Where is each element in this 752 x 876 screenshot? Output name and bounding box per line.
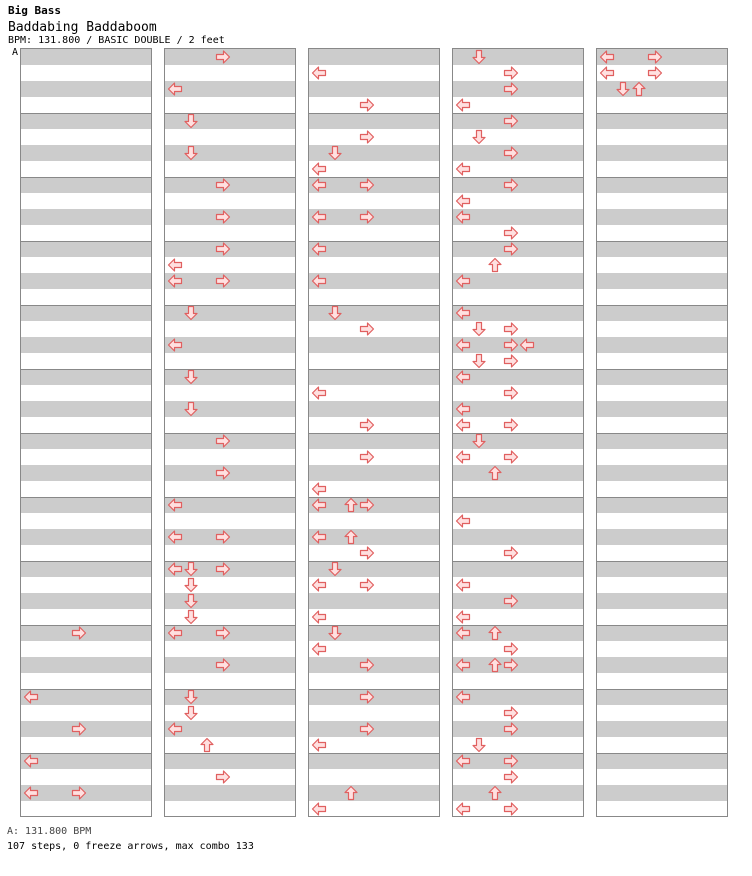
chart-column-4 (452, 48, 584, 817)
beat-band (21, 369, 151, 385)
beat-band (597, 273, 727, 289)
arrow-left-icon[interactable] (167, 529, 183, 545)
chart-info: BPM: 131.800 / BASIC DOUBLE / 2 feet (8, 35, 225, 46)
measure-line (309, 433, 439, 434)
arrow-left-icon[interactable] (455, 97, 471, 113)
beat-band (453, 209, 583, 225)
arrow-left-icon[interactable] (311, 161, 327, 177)
arrow-left-icon[interactable] (599, 65, 615, 81)
arrow-left-icon[interactable] (167, 497, 183, 513)
measure-line (597, 433, 727, 434)
beat-band (309, 49, 439, 65)
beat-band (21, 81, 151, 97)
arrow-right-icon[interactable] (359, 449, 375, 465)
beat-band (309, 337, 439, 353)
arrow-down-icon[interactable] (183, 609, 199, 625)
arrow-left-icon[interactable] (167, 721, 183, 737)
measure-line (453, 561, 583, 562)
arrow-left-icon[interactable] (455, 801, 471, 817)
arrow-down-icon[interactable] (471, 737, 487, 753)
arrow-left-icon[interactable] (311, 577, 327, 593)
arrow-right-icon[interactable] (503, 113, 519, 129)
arrow-left-icon[interactable] (455, 609, 471, 625)
beat-band (165, 81, 295, 97)
arrow-left-icon[interactable] (455, 577, 471, 593)
beat-band (309, 785, 439, 801)
arrow-left-icon[interactable] (455, 417, 471, 433)
arrow-right-icon[interactable] (215, 529, 231, 545)
arrow-left-icon[interactable] (311, 177, 327, 193)
arrow-right-icon[interactable] (359, 209, 375, 225)
beat-band (309, 81, 439, 97)
beat-band (597, 689, 727, 705)
arrow-right-icon[interactable] (359, 721, 375, 737)
arrow-right-icon[interactable] (503, 241, 519, 257)
arrow-right-icon[interactable] (359, 177, 375, 193)
arrow-right-icon[interactable] (503, 65, 519, 81)
measure-line (453, 305, 583, 306)
measure-line (453, 625, 583, 626)
arrow-left-icon[interactable] (455, 449, 471, 465)
beat-band (453, 625, 583, 641)
arrow-down-icon[interactable] (615, 81, 631, 97)
arrow-right-icon[interactable] (359, 97, 375, 113)
arrow-right-icon[interactable] (215, 241, 231, 257)
arrow-right-icon[interactable] (503, 641, 519, 657)
arrow-left-icon[interactable] (311, 65, 327, 81)
beat-band (453, 689, 583, 705)
arrow-left-icon[interactable] (311, 609, 327, 625)
arrow-up-icon[interactable] (199, 737, 215, 753)
arrow-down-icon[interactable] (471, 321, 487, 337)
beat-band (453, 465, 583, 481)
arrow-right-icon[interactable] (503, 225, 519, 241)
arrow-right-icon[interactable] (503, 177, 519, 193)
measure-line (21, 433, 151, 434)
measure-line (453, 689, 583, 690)
measure-line (21, 113, 151, 114)
beat-band (453, 305, 583, 321)
measure-line (309, 369, 439, 370)
arrow-left-icon[interactable] (455, 753, 471, 769)
arrow-right-icon[interactable] (503, 657, 519, 673)
beat-band (309, 113, 439, 129)
beat-band (309, 529, 439, 545)
measure-line (21, 241, 151, 242)
beat-band (453, 369, 583, 385)
arrow-right-icon[interactable] (503, 721, 519, 737)
beat-band (453, 273, 583, 289)
measure-line (21, 561, 151, 562)
arrow-up-icon[interactable] (487, 625, 503, 641)
arrow-left-icon[interactable] (455, 209, 471, 225)
arrow-right-icon[interactable] (647, 65, 663, 81)
beat-band (21, 113, 151, 129)
arrow-right-icon[interactable] (503, 385, 519, 401)
measure-line (165, 753, 295, 754)
beat-band (453, 497, 583, 513)
arrow-right-icon[interactable] (503, 593, 519, 609)
beat-band (21, 305, 151, 321)
measure-line (597, 241, 727, 242)
song-title: Big Bass (8, 4, 61, 17)
arrow-right-icon[interactable] (215, 657, 231, 673)
arrow-left-icon[interactable] (311, 241, 327, 257)
beat-band (597, 593, 727, 609)
arrow-right-icon[interactable] (359, 577, 375, 593)
arrow-down-icon[interactable] (471, 49, 487, 65)
arrow-left-icon[interactable] (455, 401, 471, 417)
arrow-right-icon[interactable] (359, 321, 375, 337)
arrow-left-icon[interactable] (311, 497, 327, 513)
arrow-left-icon[interactable] (311, 209, 327, 225)
beat-band (21, 209, 151, 225)
arrow-down-icon[interactable] (183, 305, 199, 321)
beat-band (21, 465, 151, 481)
beat-band (21, 177, 151, 193)
arrow-left-icon[interactable] (599, 49, 615, 65)
measure-line (309, 753, 439, 754)
arrow-left-icon[interactable] (311, 273, 327, 289)
measure-line (21, 753, 151, 754)
arrow-left-icon[interactable] (311, 801, 327, 817)
arrow-up-icon[interactable] (343, 785, 359, 801)
beat-band (21, 433, 151, 449)
arrow-left-icon[interactable] (167, 337, 183, 353)
arrow-right-icon[interactable] (503, 81, 519, 97)
beat-band (21, 753, 151, 769)
beat-band (453, 785, 583, 801)
arrow-right-icon[interactable] (215, 625, 231, 641)
measure-line (309, 241, 439, 242)
arrow-right-icon[interactable] (71, 625, 87, 641)
measure-line (597, 497, 727, 498)
arrow-right-icon[interactable] (503, 801, 519, 817)
beat-band (597, 113, 727, 129)
chart-column-3 (308, 48, 440, 817)
beat-band (309, 369, 439, 385)
arrow-down-icon[interactable] (327, 625, 343, 641)
arrow-right-icon[interactable] (215, 273, 231, 289)
beat-band (309, 433, 439, 449)
arrow-right-icon[interactable] (359, 497, 375, 513)
arrow-down-icon[interactable] (183, 145, 199, 161)
beat-band (309, 273, 439, 289)
arrow-up-icon[interactable] (487, 257, 503, 273)
arrow-left-icon[interactable] (167, 625, 183, 641)
arrow-right-icon[interactable] (503, 769, 519, 785)
beat-band (309, 465, 439, 481)
song-subtitle: Baddabing Baddaboom (8, 20, 157, 35)
arrow-left-icon[interactable] (311, 641, 327, 657)
arrow-right-icon[interactable] (647, 49, 663, 65)
arrow-down-icon[interactable] (183, 561, 199, 577)
arrow-down-icon[interactable] (183, 401, 199, 417)
arrow-down-icon[interactable] (327, 305, 343, 321)
beat-band (21, 241, 151, 257)
arrow-right-icon[interactable] (215, 465, 231, 481)
arrow-down-icon[interactable] (471, 129, 487, 145)
arrow-left-icon[interactable] (311, 529, 327, 545)
beat-band (165, 753, 295, 769)
arrow-left-icon[interactable] (455, 193, 471, 209)
arrow-left-icon[interactable] (455, 657, 471, 673)
measure-line (597, 753, 727, 754)
arrow-down-icon[interactable] (183, 705, 199, 721)
arrow-down-icon[interactable] (183, 369, 199, 385)
beat-band (21, 337, 151, 353)
beat-band (597, 433, 727, 449)
beat-band (309, 753, 439, 769)
beat-band (597, 753, 727, 769)
bpm-marker: A (12, 47, 19, 58)
beat-band (597, 369, 727, 385)
arrow-down-icon[interactable] (183, 113, 199, 129)
measure-line (453, 497, 583, 498)
beat-band (597, 497, 727, 513)
measure-line (597, 369, 727, 370)
beat-band (597, 177, 727, 193)
bpm-legend: A: 131.800 BPM (7, 826, 92, 837)
beat-band (21, 529, 151, 545)
beat-band (21, 561, 151, 577)
measure-line (597, 625, 727, 626)
arrow-left-icon[interactable] (167, 273, 183, 289)
arrow-right-icon[interactable] (503, 337, 519, 353)
measure-line (597, 561, 727, 562)
measure-line (597, 689, 727, 690)
measure-line (597, 113, 727, 114)
beat-band (165, 721, 295, 737)
beat-band (597, 561, 727, 577)
arrow-left-icon[interactable] (23, 753, 39, 769)
beat-band (453, 401, 583, 417)
measure-line (21, 497, 151, 498)
measure-line (165, 497, 295, 498)
arrow-right-icon[interactable] (359, 657, 375, 673)
measure-line (21, 177, 151, 178)
beat-band (597, 721, 727, 737)
beat-band (165, 497, 295, 513)
arrow-down-icon[interactable] (471, 353, 487, 369)
arrow-left-icon[interactable] (455, 273, 471, 289)
beat-band (453, 529, 583, 545)
measure-line (453, 369, 583, 370)
arrow-right-icon[interactable] (359, 129, 375, 145)
beat-band (309, 593, 439, 609)
beat-band (309, 241, 439, 257)
beat-band (165, 785, 295, 801)
chart-stats: 107 steps, 0 freeze arrows, max combo 133 (7, 841, 254, 852)
measure-line (597, 305, 727, 306)
beat-band (597, 785, 727, 801)
arrow-left-icon[interactable] (311, 737, 327, 753)
arrow-down-icon[interactable] (183, 577, 199, 593)
beat-band (597, 401, 727, 417)
arrow-right-icon[interactable] (215, 433, 231, 449)
arrow-left-icon[interactable] (519, 337, 535, 353)
arrow-up-icon[interactable] (487, 785, 503, 801)
arrow-right-icon[interactable] (215, 769, 231, 785)
measure-line (21, 689, 151, 690)
beat-band (21, 273, 151, 289)
arrow-right-icon[interactable] (503, 353, 519, 369)
arrow-left-icon[interactable] (455, 689, 471, 705)
beat-band (597, 241, 727, 257)
arrow-right-icon[interactable] (215, 177, 231, 193)
arrow-up-icon[interactable] (487, 465, 503, 481)
arrow-right-icon[interactable] (215, 49, 231, 65)
beat-band (597, 465, 727, 481)
arrow-down-icon[interactable] (327, 145, 343, 161)
arrow-left-icon[interactable] (455, 369, 471, 385)
beat-band (21, 593, 151, 609)
arrow-right-icon[interactable] (503, 753, 519, 769)
beat-band (597, 657, 727, 673)
arrow-down-icon[interactable] (183, 593, 199, 609)
beat-band (597, 529, 727, 545)
arrow-left-icon[interactable] (455, 161, 471, 177)
beat-band (597, 209, 727, 225)
arrow-up-icon[interactable] (343, 529, 359, 545)
arrow-right-icon[interactable] (359, 417, 375, 433)
chart-column-1 (20, 48, 152, 817)
arrow-down-icon[interactable] (183, 689, 199, 705)
chart-column-2 (164, 48, 296, 817)
arrow-left-icon[interactable] (167, 257, 183, 273)
measure-line (309, 113, 439, 114)
beat-band (453, 561, 583, 577)
beat-band (21, 145, 151, 161)
arrow-left-icon[interactable] (455, 513, 471, 529)
arrow-left-icon[interactable] (455, 305, 471, 321)
arrow-up-icon[interactable] (343, 497, 359, 513)
arrow-up-icon[interactable] (631, 81, 647, 97)
beat-band (21, 689, 151, 705)
measure-line (597, 177, 727, 178)
arrow-left-icon[interactable] (311, 481, 327, 497)
arrow-right-icon[interactable] (215, 209, 231, 225)
arrow-right-icon[interactable] (71, 785, 87, 801)
beat-band (597, 337, 727, 353)
arrow-left-icon[interactable] (167, 81, 183, 97)
arrow-down-icon[interactable] (471, 433, 487, 449)
beat-band (21, 657, 151, 673)
arrow-left-icon[interactable] (23, 689, 39, 705)
beat-band (21, 401, 151, 417)
beat-band (597, 145, 727, 161)
beat-band (597, 625, 727, 641)
arrow-right-icon[interactable] (503, 321, 519, 337)
arrow-left-icon[interactable] (167, 561, 183, 577)
beat-band (21, 497, 151, 513)
arrow-right-icon[interactable] (503, 705, 519, 721)
arrow-down-icon[interactable] (327, 561, 343, 577)
arrow-up-icon[interactable] (487, 657, 503, 673)
chart-column-5 (596, 48, 728, 817)
arrow-left-icon[interactable] (455, 625, 471, 641)
arrow-right-icon[interactable] (359, 689, 375, 705)
beat-band (21, 49, 151, 65)
arrow-right-icon[interactable] (71, 721, 87, 737)
arrow-right-icon[interactable] (503, 145, 519, 161)
beat-band (309, 401, 439, 417)
arrow-left-icon[interactable] (455, 337, 471, 353)
measure-line (21, 305, 151, 306)
arrow-right-icon[interactable] (215, 561, 231, 577)
arrow-right-icon[interactable] (359, 545, 375, 561)
arrow-right-icon[interactable] (503, 545, 519, 561)
arrow-left-icon[interactable] (23, 785, 39, 801)
arrow-right-icon[interactable] (503, 417, 519, 433)
arrow-right-icon[interactable] (503, 449, 519, 465)
arrow-left-icon[interactable] (311, 385, 327, 401)
beat-band (597, 305, 727, 321)
measure-line (21, 369, 151, 370)
beat-band (165, 337, 295, 353)
